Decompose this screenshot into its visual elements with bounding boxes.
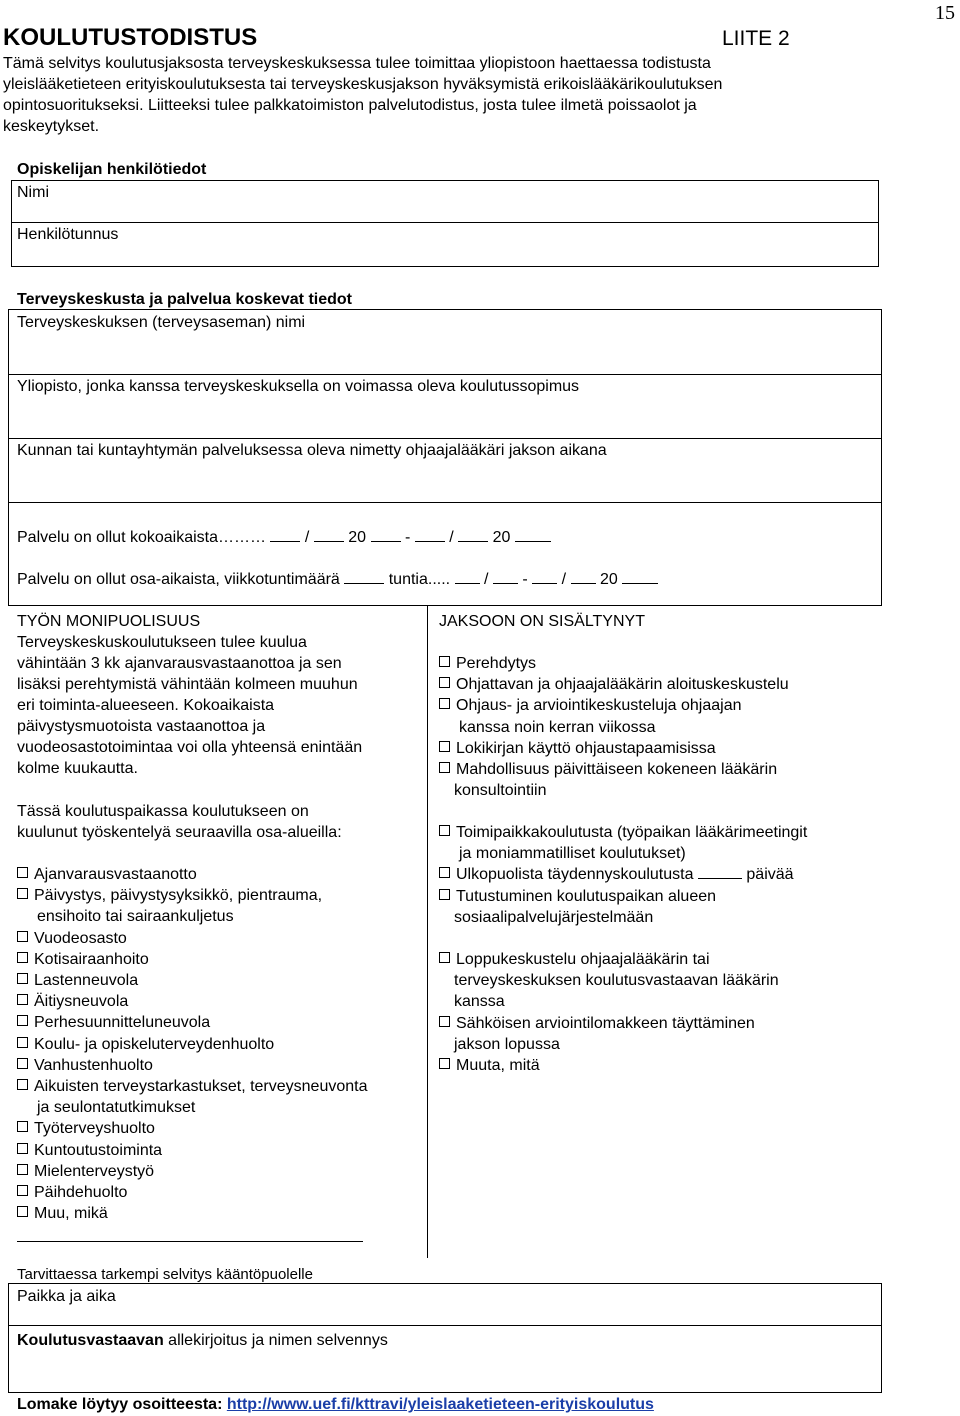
health-center-section-heading: Terveyskeskusta ja palvelua koskevat tiedot: [17, 291, 352, 308]
id-field-label: Henkilötunnus: [17, 226, 119, 243]
day-blank[interactable]: [270, 527, 300, 542]
checkbox[interactable]: [17, 1058, 28, 1069]
included-item[interactable]: Tutustuminen koulutuspaikan alueen: [439, 886, 807, 907]
work-area-item[interactable]: Aikuisten terveystarkastukset, terveysneuvonta: [17, 1076, 368, 1097]
checkbox[interactable]: [17, 973, 28, 984]
included-item-continued: kanssa: [454, 993, 505, 1011]
included-item[interactable]: Loppukeskustelu ohjaajalääkärin tai: [439, 949, 779, 970]
versatility-heading: TYÖN MONIPUOLISUUS: [17, 613, 201, 630]
included-list-1: [439, 653, 789, 801]
divider: [8, 438, 882, 439]
included-item[interactable]: Sähköisen arviointilomakkeen täyttäminen: [439, 1013, 779, 1034]
checkbox[interactable]: [439, 741, 450, 752]
month-blank[interactable]: [571, 569, 596, 584]
health-center-name-label: Terveyskeskuksen (terveysaseman) nimi: [17, 314, 306, 331]
checkbox[interactable]: [17, 888, 28, 899]
checkbox[interactable]: [17, 1164, 28, 1175]
work-area-item[interactable]: Vuodeosasto: [17, 928, 368, 949]
checkbox[interactable]: [439, 1016, 450, 1027]
form-source: Lomake löytyy osoitteesta: http://www.uef.fi/kttravi/yleislaaketieteen-erityiskoulutus: [17, 1396, 654, 1413]
column-divider: [427, 606, 428, 1258]
checkbox[interactable]: [439, 656, 450, 667]
checkbox[interactable]: [17, 1079, 28, 1090]
attachment-label: LIITE 2: [722, 27, 790, 50]
checkbox[interactable]: [17, 1015, 28, 1026]
checkbox[interactable]: [17, 867, 28, 878]
checkbox[interactable]: [439, 952, 450, 963]
weekly-hours-blank[interactable]: [344, 569, 384, 584]
included-item[interactable]: Ulkopuolista täydennyskoulutusta päivää: [439, 864, 807, 885]
checkbox[interactable]: [17, 952, 28, 963]
included-list-3: [439, 949, 779, 1076]
checkbox[interactable]: [439, 698, 450, 709]
included-item-continued: kanssa noin kerran viikossa: [459, 718, 656, 736]
checkbox[interactable]: [439, 762, 450, 773]
document-title: KOULUTUSTODISTUS: [3, 24, 258, 51]
year-blank[interactable]: [622, 569, 658, 584]
included-item-continued: konsultointiin: [454, 782, 547, 800]
included-item[interactable]: Muuta, mitä: [439, 1055, 779, 1076]
versatility-paragraph: Terveyskeskuskoulutukseen tulee kuulua vähintään 3 kk ajanvarausvastaanottoa ja sen lisäksi perehtymistä vähintään kolmeen muuhun eri toiminta-alueeseen. Kokoaikaista päivystysmuotoista vastaanottoa ja vuodeosastotoimintaa voi olla yhteensä enintään kolme kuukautta.: [17, 634, 363, 777]
student-info-box: [11, 180, 879, 267]
included-item-continued: terveyskeskuksen koulutusvastaavan lääkärin: [454, 972, 779, 990]
checkbox[interactable]: [439, 867, 450, 878]
month-blank[interactable]: [458, 527, 488, 542]
checkbox[interactable]: [439, 889, 450, 900]
month-blank[interactable]: [493, 569, 518, 584]
divider: [8, 1325, 882, 1326]
included-item-continued: jakson lopussa: [454, 1035, 560, 1053]
checkbox[interactable]: [17, 994, 28, 1005]
work-area-item[interactable]: Työterveyshuolto: [17, 1118, 368, 1139]
included-item[interactable]: Ohjaus- ja arviointikeskusteluja ohjaajan: [439, 695, 789, 716]
work-area-item[interactable]: Perhesuunnitteluneuvola: [17, 1012, 368, 1033]
parttime-service-row: Palvelu on ollut osa-aikaista, viikkotuntimäärä tuntia..... / - / 20: [17, 569, 658, 590]
included-heading: JAKSOON ON SISÄLTYNYT: [439, 613, 645, 630]
fulltime-service-row: Palvelu on ollut kokoaikaista……… / 20 - / 20: [17, 527, 551, 548]
work-area-item[interactable]: Kuntoutustoiminta: [17, 1140, 368, 1161]
work-area-item[interactable]: Ajanvarausvastaanotto: [17, 864, 368, 885]
signature-label: Koulutusvastaavan allekirjoitus ja nimen selvennys: [17, 1332, 388, 1349]
divider: [11, 222, 879, 223]
work-area-item[interactable]: Mielenterveystyö: [17, 1161, 368, 1182]
included-item-continued: sosiaalipalvelujärjestelmään: [454, 908, 654, 926]
work-area-item[interactable]: Kotisairaanhoito: [17, 949, 368, 970]
checkbox[interactable]: [17, 1185, 28, 1196]
checkbox[interactable]: [17, 1037, 28, 1048]
work-area-item[interactable]: Koulu- ja opiskeluterveydenhuolto: [17, 1034, 368, 1055]
work-area-item-continued: ensihoito tai sairaankuljetus: [37, 908, 234, 926]
included-item[interactable]: Perehdytys: [439, 653, 789, 674]
checkbox[interactable]: [439, 1058, 450, 1069]
included-item[interactable]: Mahdollisuus päivittäiseen kokeneen lääkärin: [439, 759, 789, 780]
work-area-item[interactable]: Vanhustenhuolto: [17, 1055, 368, 1076]
work-area-item[interactable]: Päihdehuolto: [17, 1182, 368, 1203]
supervisor-label: Kunnan tai kuntayhtymän palveluksessa oleva nimetty ohjaajalääkäri jakson aikana: [17, 442, 607, 459]
page-number: 15: [935, 2, 955, 24]
day-blank[interactable]: [415, 527, 445, 542]
checkbox[interactable]: [17, 1121, 28, 1132]
work-area-item[interactable]: Muu, mikä: [17, 1203, 368, 1224]
checkbox[interactable]: [17, 1143, 28, 1154]
included-item[interactable]: Lokikirjan käyttö ohjaustapaamisissa: [439, 738, 789, 759]
work-area-item[interactable]: Äitiysneuvola: [17, 991, 368, 1012]
days-blank[interactable]: [698, 864, 742, 879]
work-areas-list: [17, 864, 368, 1224]
checkbox[interactable]: [439, 677, 450, 688]
year-blank[interactable]: [371, 527, 401, 542]
form-source-link[interactable]: http://www.uef.fi/kttravi/yleislaaketieteen-erityiskoulutus: [226, 1396, 654, 1413]
included-item-continued: ja moniammatilliset koulutukset): [459, 845, 686, 863]
checkbox[interactable]: [439, 825, 450, 836]
included-list-2: [439, 822, 807, 928]
divider: [8, 374, 882, 375]
included-item[interactable]: Ohjattavan ja ohjaajalääkärin aloituskeskustelu: [439, 674, 789, 695]
year-blank[interactable]: [515, 527, 551, 542]
name-field-label: Nimi: [17, 184, 49, 201]
work-area-item[interactable]: Lastenneuvola: [17, 970, 368, 991]
versatility-intro: Tässä koulutuspaikassa koulutukseen on kuulunut työskentelyä seuraavilla osa-alueilla:: [17, 803, 342, 841]
day-blank[interactable]: [532, 569, 557, 584]
month-blank[interactable]: [314, 527, 344, 542]
work-area-item-continued: ja seulontatutkimukset: [37, 1099, 196, 1117]
footnote: Tarvittaessa tarkempi selvitys kääntöpuolelle: [17, 1266, 313, 1283]
work-area-item[interactable]: Päivystys, päivystysyksikkö, pientrauma,: [17, 885, 368, 906]
place-date-label: Paikka ja aika: [17, 1288, 116, 1305]
checkbox[interactable]: [17, 931, 28, 942]
checkbox[interactable]: [17, 1206, 28, 1217]
day-blank[interactable]: [455, 569, 480, 584]
intro-text: Tämä selvitys koulutusjaksosta terveyskeskuksessa tulee toimittaa yliopistoon haettaessa todistusta yleislääketieteen erityiskoulutuksesta tai terveyskeskusjakson hyväksymistä erikoislääkärikoulutuksen opintosuoritukseksi. Liitteeksi tulee palkkatoimiston palvelutodistus, josta tulee ilmetä poissaolot ja keskeytykset.: [3, 55, 723, 135]
divider: [8, 502, 882, 503]
university-label: Yliopisto, jonka kanssa terveyskeskuksella on voimassa oleva koulutussopimus: [17, 378, 580, 395]
student-section-heading: Opiskelijan henkilötiedot: [17, 161, 207, 178]
included-item[interactable]: Toimipaikkakoulutusta (työpaikan lääkärimeetingit: [439, 822, 807, 843]
other-specify-line[interactable]: [17, 1241, 363, 1242]
